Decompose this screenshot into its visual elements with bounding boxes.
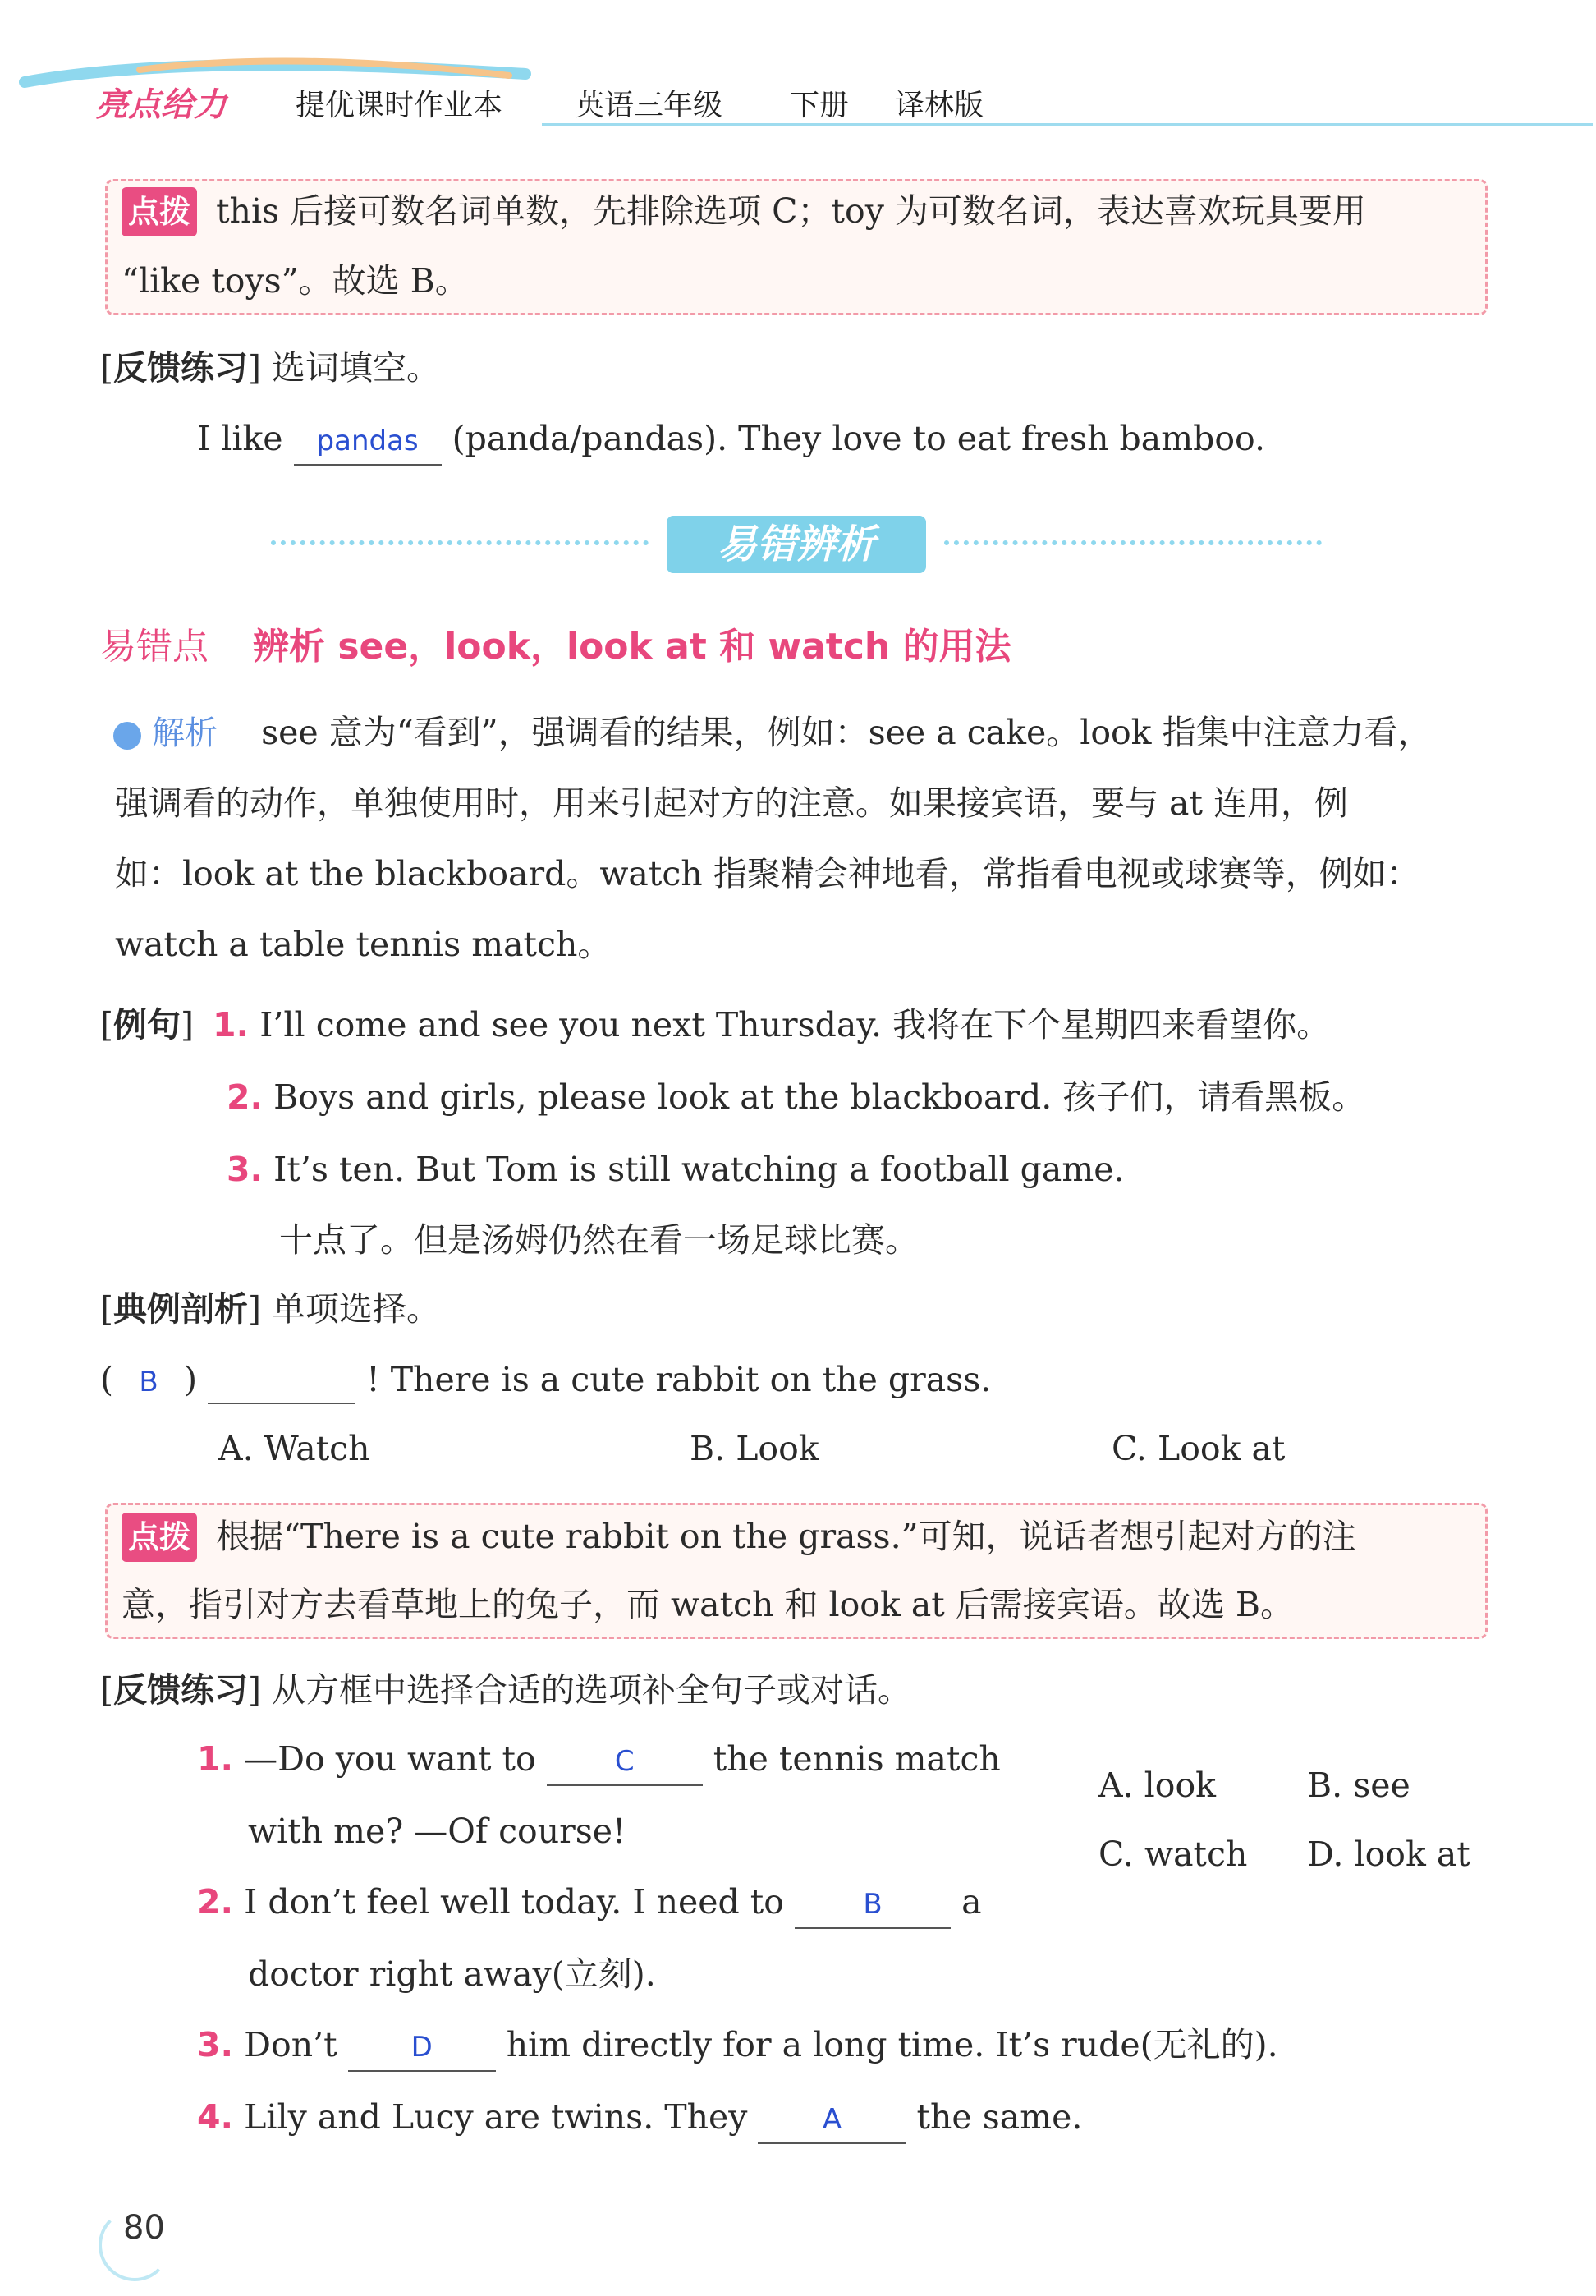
typical-label: 典例剖析 — [113, 1289, 248, 1329]
examples-text-1: I’ll come and see you next Thursday. 我将在下个星期四来看望你。 — [259, 1005, 1331, 1045]
examples-num-1: 1. — [213, 1005, 250, 1045]
feedback2-q2-line2: doctor right away(立刻). — [248, 1954, 656, 1994]
feedback2-q1-line2: with me? —Of course! — [248, 1812, 626, 1851]
tip1-line1 — [122, 187, 1366, 236]
analysis-text-1: see 意为“看到”，强调看的结果，例如：see a cake。look 指集中注意力看， — [261, 713, 1432, 752]
analysis-line-2: 强调看的动作，单独使用时，用来引起对方的注意。如果接宾语，要与 at 连用，例 — [115, 783, 1348, 823]
section-banner: 易错辨析 — [667, 516, 926, 573]
feedback2-instruction: 从方框中选择合适的选项补全句子或对话。 — [272, 1670, 912, 1710]
tip1-text1: this 后接可数名词单数，先排除选项 C；toy 为可数名词，表达喜欢玩具要用 — [216, 191, 1366, 231]
examples-text-3: It’s ten. But Tom is still watching a football game. — [273, 1150, 1125, 1189]
q4-num: 4. — [197, 2097, 234, 2137]
banner-dots-right — [944, 540, 1322, 545]
feedback2-q3 — [197, 2022, 1278, 2072]
typical-blank[interactable] — [208, 1357, 355, 1404]
examples-num-3: 3. — [227, 1150, 264, 1189]
analysis-label: 解析 — [152, 714, 218, 752]
feedback2-q1 — [197, 1736, 1001, 1786]
examples-item-3 — [227, 1146, 1125, 1192]
analysis-line-3: 如：look at the blackboard。watch 指聚精会神地看，常指看电视或球赛等，例如： — [115, 854, 1420, 893]
feedback2-q4 — [197, 2094, 1082, 2144]
point-title: 辨析 see，look，look at 和 watch 的用法 — [253, 626, 1011, 668]
q2-post: a — [961, 1882, 982, 1922]
typical-question: ( B ) ! There is a cute rabbit on the grass. — [100, 1357, 991, 1405]
page-number: 80 — [123, 2209, 165, 2247]
examples-num-2: 2. — [227, 1077, 264, 1117]
header-term: 下册 — [790, 89, 850, 122]
feedback1-pre: I like — [197, 419, 283, 458]
analysis-line-1 — [113, 709, 1432, 756]
box-option-b: B. see — [1307, 1766, 1410, 1805]
q2-pre: I don’t feel well today. I need to — [244, 1882, 784, 1922]
typical-question-text: ! There is a cute rabbit on the grass. — [366, 1360, 992, 1399]
header-edition: 译林版 — [895, 89, 984, 122]
box-option-d: D. look at — [1307, 1835, 1470, 1874]
q2-answer-blank[interactable]: B — [795, 1881, 951, 1929]
examples-item-3-translation: 十点了。但是汤姆仍然在看一场足球比赛。 — [279, 1220, 919, 1260]
typical-option-a: A. Watch — [218, 1429, 370, 1468]
examples-item-2 — [227, 1074, 1365, 1120]
tip2-line1 — [122, 1513, 1356, 1562]
tip1-badge: 点拨 — [122, 187, 197, 236]
point-label: 易错点 — [100, 626, 209, 668]
examples-item-1: [例句] 1. I’ll come and see you next Thursday. 我将在下个星期四来看望你。 — [100, 1005, 1331, 1045]
q4-post: the same. — [916, 2097, 1083, 2137]
feedback1-heading: [反馈练习] 选词填空。 — [100, 348, 441, 388]
tip1-line2: “like toys”。故选 B。 — [122, 261, 469, 301]
q4-pre: Lily and Lucy are twins. They — [244, 2097, 748, 2137]
examples-label: 例句 — [113, 1005, 181, 1045]
q4-answer-blank[interactable]: A — [758, 2096, 906, 2144]
feedback1-sentence — [197, 416, 1265, 466]
q1-post: the tennis match — [713, 1739, 1001, 1779]
feedback1-instruction: 选词填空。 — [272, 348, 441, 388]
feedback1-label: 反馈练习 — [113, 348, 248, 388]
banner-dots-left — [271, 540, 649, 545]
tip2-text1: 根据“There is a cute rabbit on the grass.”可知，说话者想引起对方的注 — [216, 1517, 1356, 1556]
q2-num: 2. — [197, 1882, 234, 1922]
analysis-icon — [113, 722, 141, 750]
feedback2-q2 — [197, 1879, 982, 1929]
header-subtitle: 提优课时作业本 — [296, 89, 503, 122]
q1-num: 1. — [197, 1739, 234, 1779]
q3-post: him directly for a long time. It’s rude(无礼的). — [506, 2025, 1278, 2064]
point-heading — [100, 624, 1011, 670]
box-option-a: A. look — [1098, 1766, 1216, 1805]
q3-num: 3. — [197, 2025, 234, 2064]
brand-logo: 亮点给力 — [95, 86, 227, 124]
typical-option-c: C. Look at — [1112, 1429, 1286, 1468]
box-option-c: C. watch — [1098, 1835, 1248, 1874]
tip2-line2: 意，指引对方去看草地上的兔子，而 watch 和 look at 后需接宾语。故选 B。 — [122, 1585, 1294, 1624]
typical-heading: [典例剖析] 单项选择。 — [100, 1289, 441, 1329]
header-grade: 英语三年级 — [575, 89, 723, 122]
typical-option-b: B. Look — [690, 1429, 819, 1468]
typical-answer[interactable]: B — [139, 1366, 158, 1398]
feedback2-label: 反馈练习 — [113, 1670, 248, 1710]
tip2-badge: 点拨 — [122, 1513, 197, 1562]
feedback1-answer-blank[interactable]: pandas — [294, 418, 442, 466]
q3-answer-blank[interactable]: D — [348, 2024, 496, 2072]
q3-pre: Don’t — [244, 2025, 337, 2064]
header-rule — [542, 123, 1593, 126]
feedback1-post: (panda/pandas). They love to eat fresh bamboo. — [452, 419, 1266, 458]
examples-text-2: Boys and girls, please look at the blackboard. 孩子们，请看黑板。 — [273, 1077, 1366, 1117]
q1-pre: —Do you want to — [244, 1739, 536, 1779]
typical-instruction: 单项选择。 — [272, 1289, 441, 1329]
q1-answer-blank[interactable]: C — [547, 1738, 703, 1786]
analysis-line-4: watch a table tennis match。 — [115, 925, 612, 964]
feedback2-heading: [反馈练习] 从方框中选择合适的选项补全句子或对话。 — [100, 1670, 912, 1710]
